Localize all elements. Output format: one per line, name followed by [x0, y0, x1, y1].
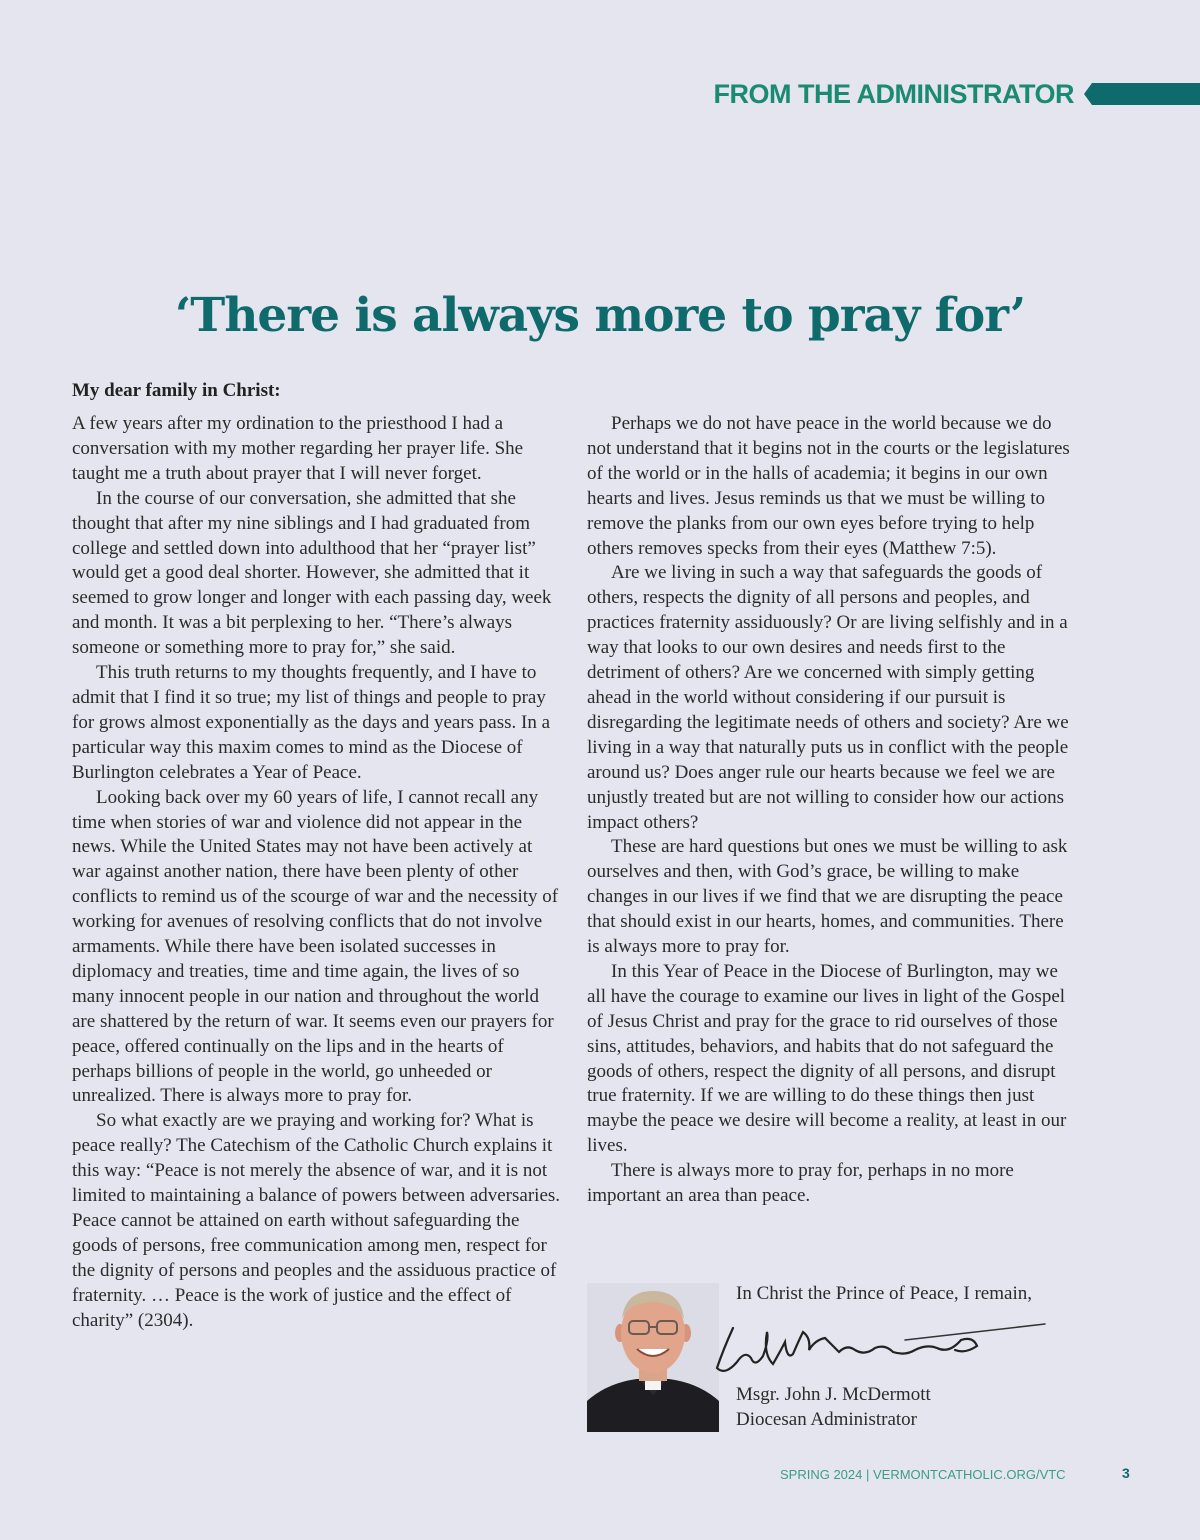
body-paragraph: A few years after my ordination to the priesthood I had a conversation with my mother regarding her prayer life. She taught me a truth about prayer that I will never forget.: [72, 413, 524, 484]
body-paragraph: This truth returns to my thoughts frequently, and I have to admit that I find it so true; my list of things and people to pray for grows almost exponentially as the days and years pass. In a particular way this maxim comes to mind as the Diocese of Burlington celebrates a Year of Peace.: [72, 662, 551, 783]
body-paragraph: In this Year of Peace in the Diocese of Burlington, may we all have the courage to examine our lives in light of the Gospel of Jesus Christ and pray for the grace to rid ourselves of those sins, attitudes, behaviors, and habits that do not safeguard the goods of others, respect the dignity of all persons, and disrupt true fraternity. If we are willing to do these things then just maybe the peace we desire will become a reality, at least in our lives.: [587, 960, 1067, 1157]
body-paragraph: Perhaps we do not have peace in the world because we do not understand that it begins not in the courts or the legislatures of the world or in the halls of academia; it begins in our own hearts and lives. Jesus reminds us that we must be willing to remove the planks from our own eyes before trying to help others removes specks from their eyes (Matthew 7:5).: [587, 413, 1070, 559]
body-paragraph: So what exactly are we praying and working for? What is peace really? The Catechism of the Catholic Church explains it this way: “Peace is not merely the absence of war, and it is not limited to maintaining a balance of powers between adversaries. Peace cannot be attained on earth without safeguarding the goods of persons, free communication among men, respect for the dignity of persons and peoples and the assiduous practice of fraternity. … Peace is the work of justice and the effect of charity” (2304).: [72, 1110, 561, 1331]
body-paragraph: Are we living in such a way that safeguards the goods of others, respects the dignity of all persons and peoples, and practices fraternity assiduously? Or are living selfishly and in a way that looks to our own desires and needs first to the detriment of others? Are we concerned with simply getting ahead in the world without considering if our pursuit is disregarding the legitimate needs of others and society? Are we living in a way that naturally puts us in conflict with the people around us? Does anger rule our hearts because we feel we are unjustly treated but are not willing to consider how our actions impact others?: [587, 562, 1069, 833]
portrait-image: [587, 1283, 719, 1432]
right-column: [587, 412, 1079, 1209]
signature-block: [736, 1383, 931, 1433]
body-paragraph: Looking back over my 60 years of life, I cannot recall any time when stories of war and violence did not appear in the news. While the United States may not have been actively at war against another nation, there have been plenty of other conflicts to remind us of the scourge of war and the necessity of working for avenues of resolving conflicts that do not involve armaments. While there have been isolated successes in diplomacy and treaties, time and time again, the lives of so many innocent people in our nation and throughout the world are shattered by the return of war. It seems even our prayers for peace, offered continually on the lips and in the hearts of perhaps billions of people in the world, go unheeded or unrealized. There is always more to pray for.: [72, 786, 559, 1107]
section-label: FROM THE ADMINISTRATOR: [713, 78, 1074, 109]
body-paragraph: In the course of our conversation, she admitted that she thought that after my nine siblings and I had graduated from college and settled down into adulthood that her “prayer list” would get a good deal shorter. However, she admitted that it seemed to grow longer and longer with each passing day, week and month. It was a bit perplexing to her. “There’s always someone or something more to pray for,” she said.: [72, 487, 552, 659]
page-footer: SPRING 2024 | VERMONTCATHOLIC.ORG/VTC: [780, 1467, 1066, 1482]
signature: [715, 1310, 1050, 1390]
signer-title: Diocesan Administrator: [736, 1408, 917, 1430]
body-paragraph: These are hard questions but ones we must be willing to ask ourselves and then, with God’s grace, be willing to make changes in our lives if we find that we are disrupting the peace that should exist in our hearts, homes, and communities. There is always more to pray for.: [587, 836, 1068, 958]
article-title: ‘There is always more to pray for’: [174, 288, 1026, 343]
body-paragraph: There is always more to pray for, perhaps in no more important an area than peace.: [587, 1160, 1014, 1207]
salutation: My dear family in Christ:: [72, 380, 281, 401]
author-photo: [587, 1283, 719, 1432]
section-header: [714, 78, 1200, 110]
signer-name: Msgr. John J. McDermott: [736, 1384, 931, 1405]
page-number: 3: [1122, 1465, 1130, 1481]
section-accent-bar: [1084, 83, 1200, 105]
left-column: [72, 412, 564, 1334]
closing-line: In Christ the Prince of Peace, I remain,: [736, 1283, 1032, 1304]
